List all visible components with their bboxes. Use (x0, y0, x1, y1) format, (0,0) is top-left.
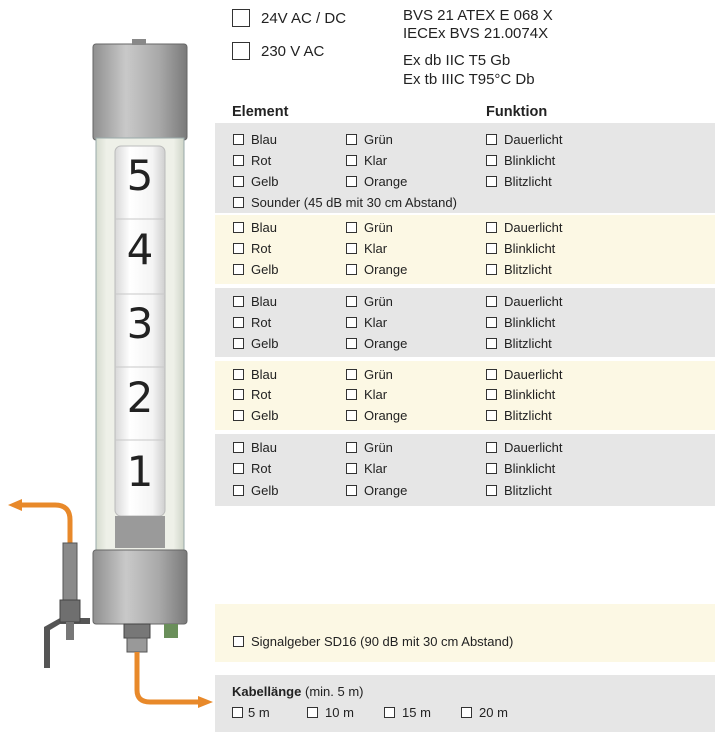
cable-10m-checkbox[interactable] (307, 707, 318, 718)
tier-5-blitzlicht-label: Blitzlicht (504, 174, 552, 189)
tier-3-dauerlicht-checkbox[interactable] (486, 296, 497, 307)
tier-4-gruen-checkbox[interactable] (346, 222, 357, 233)
tier-number-4: 4 (126, 225, 154, 274)
base-housing (93, 550, 187, 624)
cable-5m-label: 5 m (248, 705, 270, 720)
tier-3-blinklicht-label: Blinklicht (504, 315, 556, 330)
tier-5-gelb-label: Gelb (251, 174, 279, 189)
tier-3-gelb-label: Gelb (251, 336, 279, 351)
tier-5-gelb-checkbox[interactable] (233, 176, 244, 187)
tier-2-blinklicht-label: Blinklicht (504, 387, 556, 402)
tier-3-klar-checkbox[interactable] (346, 317, 357, 328)
tier-2-dauerlicht-checkbox[interactable] (486, 369, 497, 380)
tier-4-rot-checkbox[interactable] (233, 243, 244, 254)
tier-5-orange-label: Orange (364, 174, 408, 189)
tier-4-rot-label: Rot (251, 241, 272, 256)
tier-5-sounder-label: Sounder (45 dB mit 30 cm Abstand) (251, 195, 457, 210)
tier-2-gelb-label: Gelb (251, 408, 279, 423)
tier-1-gelb-checkbox[interactable] (233, 485, 244, 496)
tier-3-gruen-label: Grün (364, 294, 393, 309)
tier-3-blitzlicht-label: Blitzlicht (504, 336, 552, 351)
cable-length-title (232, 684, 363, 699)
tier-1-rot-checkbox[interactable] (233, 463, 244, 474)
tier-4-band (215, 215, 715, 284)
tier-2-gruen-checkbox[interactable] (346, 369, 357, 380)
tier-1-rot-label: Rot (251, 461, 272, 476)
tier-3-blau-checkbox[interactable] (233, 296, 244, 307)
top-cap (93, 44, 187, 140)
tier-1-blitzlicht-checkbox[interactable] (486, 485, 497, 496)
tier-2-band (215, 361, 715, 430)
cable-length-note: (min. 5 m) (304, 684, 364, 699)
tier-3-dauerlicht-label: Dauerlicht (504, 294, 563, 309)
cable-length-heading: Kabellänge (232, 684, 302, 699)
tier-number-1: 1 (126, 447, 154, 496)
tier-2-rot-label: Rot (251, 387, 272, 402)
tier-4-dauerlicht-label: Dauerlicht (504, 220, 563, 235)
tier-number-5: 5 (126, 151, 154, 200)
cert-line-3: Ex db IIC T5 Gb (403, 52, 511, 69)
tier-3-band (215, 288, 715, 357)
cert-line-1: BVS 21 ATEX E 068 X (403, 7, 553, 24)
tier-3-orange-checkbox[interactable] (346, 338, 357, 349)
tier-2-gruen-label: Grün (364, 367, 393, 382)
cable-left (8, 499, 80, 640)
tier-5-dauerlicht-checkbox[interactable] (486, 134, 497, 145)
voltage-230v-checkbox[interactable] (232, 42, 250, 60)
tier-number-3: 3 (126, 299, 154, 348)
tier-4-gruen-label: Grün (364, 220, 393, 235)
tier-1-orange-checkbox[interactable] (346, 485, 357, 496)
tier-3-gelb-checkbox[interactable] (233, 338, 244, 349)
signal-sd16-checkbox[interactable] (233, 636, 244, 647)
tier-3-blitzlicht-checkbox[interactable] (486, 338, 497, 349)
tier-3-orange-label: Orange (364, 336, 408, 351)
tier-4-blau-label: Blau (251, 220, 278, 235)
voltage-24v-label: 24V AC / DC (261, 10, 347, 27)
tier-5-blinklicht-checkbox[interactable] (486, 155, 497, 166)
cable-20m-label: 20 m (479, 705, 508, 720)
tier-5-gruen-checkbox[interactable] (346, 134, 357, 145)
cert-line-4: Ex tb IIIC T95°C Db (403, 71, 535, 88)
tier-1-dauerlicht-label: Dauerlicht (504, 440, 563, 455)
tier-2-rot-checkbox[interactable] (233, 389, 244, 400)
tier-1-blau-label: Blau (251, 440, 278, 455)
cert-line-2: IECEx BVS 21.0074X (403, 25, 549, 42)
tier-2-dauerlicht-label: Dauerlicht (504, 367, 563, 382)
tier-1-orange-label: Orange (364, 483, 408, 498)
tier-1-blau-checkbox[interactable] (233, 442, 244, 453)
tier-3-rot-label: Rot (251, 315, 272, 330)
tier-3-klar-label: Klar (364, 315, 388, 330)
tier-2-klar-label: Klar (364, 387, 388, 402)
tier-5-blau-checkbox[interactable] (233, 134, 244, 145)
tier-5-dauerlicht-label: Dauerlicht (504, 132, 563, 147)
tier-4-orange-label: Orange (364, 262, 408, 277)
function-header: Funktion (486, 104, 548, 120)
tier-1-blinklicht-checkbox[interactable] (486, 463, 497, 474)
voltage-230v-label: 230 V AC (261, 43, 325, 60)
tier-5-klar-label: Klar (364, 153, 388, 168)
tier-4-orange-checkbox[interactable] (346, 264, 357, 275)
voltage-24v-checkbox[interactable] (232, 9, 250, 27)
tier-4-blau-checkbox[interactable] (233, 222, 244, 233)
tier-1-gruen-label: Grün (364, 440, 393, 455)
cable-5m-checkbox[interactable] (232, 707, 243, 718)
tier-4-gelb-label: Gelb (251, 262, 279, 277)
tier-1-klar-checkbox[interactable] (346, 463, 357, 474)
tier-1-blitzlicht-label: Blitzlicht (504, 483, 552, 498)
tier-3-blinklicht-checkbox[interactable] (486, 317, 497, 328)
tier-5-rot-checkbox[interactable] (233, 155, 244, 166)
tier-4-dauerlicht-checkbox[interactable] (486, 222, 497, 233)
tier-2-orange-label: Orange (364, 408, 408, 423)
tier-1-gelb-label: Gelb (251, 483, 279, 498)
tier-4-blitzlicht-label: Blitzlicht (504, 262, 552, 277)
tier-1-gruen-checkbox[interactable] (346, 442, 357, 453)
tier-4-klar-label: Klar (364, 241, 388, 256)
tier-2-gelb-checkbox[interactable] (233, 410, 244, 421)
element-header: Element (232, 104, 289, 120)
tier-4-klar-checkbox[interactable] (346, 243, 357, 254)
cable-20m-checkbox[interactable] (461, 707, 472, 718)
signal-band (215, 604, 715, 662)
tier-5-orange-checkbox[interactable] (346, 176, 357, 187)
tier-number-2: 2 (126, 373, 154, 422)
cable-15m-label: 15 m (402, 705, 431, 720)
tier-5-rot-label: Rot (251, 153, 272, 168)
tier-2-blau-checkbox[interactable] (233, 369, 244, 380)
tier-3-rot-checkbox[interactable] (233, 317, 244, 328)
tier-2-blitzlicht-label: Blitzlicht (504, 408, 552, 423)
tier-5-blinklicht-label: Blinklicht (504, 153, 556, 168)
tier-2-blitzlicht-checkbox[interactable] (486, 410, 497, 421)
tier-3-blau-label: Blau (251, 294, 278, 309)
cable-15m-checkbox[interactable] (384, 707, 395, 718)
tier-5-klar-checkbox[interactable] (346, 155, 357, 166)
tier-2-blau-label: Blau (251, 367, 278, 382)
tier-4-blinklicht-label: Blinklicht (504, 241, 556, 256)
signal-sd16-label: Signalgeber SD16 (90 dB mit 30 cm Abstand) (251, 634, 514, 649)
tier-5-blitzlicht-checkbox[interactable] (486, 176, 497, 187)
tier-1-blinklicht-label: Blinklicht (504, 461, 556, 476)
tier-4-gelb-checkbox[interactable] (233, 264, 244, 275)
cable-10m-label: 10 m (325, 705, 354, 720)
tier-1-klar-label: Klar (364, 461, 388, 476)
tier-1-dauerlicht-checkbox[interactable] (486, 442, 497, 453)
tier-5-sounder-checkbox[interactable] (233, 197, 244, 208)
tier-4-blitzlicht-checkbox[interactable] (486, 264, 497, 275)
tier-2-blinklicht-checkbox[interactable] (486, 389, 497, 400)
tier-4-blinklicht-checkbox[interactable] (486, 243, 497, 254)
signal-tower-illustration (0, 0, 215, 735)
tier-3-gruen-checkbox[interactable] (346, 296, 357, 307)
tier-5-gruen-label: Grün (364, 132, 393, 147)
tier-5-blau-label: Blau (251, 132, 278, 147)
tier-1-band (215, 434, 715, 506)
tier-2-klar-checkbox[interactable] (346, 389, 357, 400)
tier-2-orange-checkbox[interactable] (346, 410, 357, 421)
